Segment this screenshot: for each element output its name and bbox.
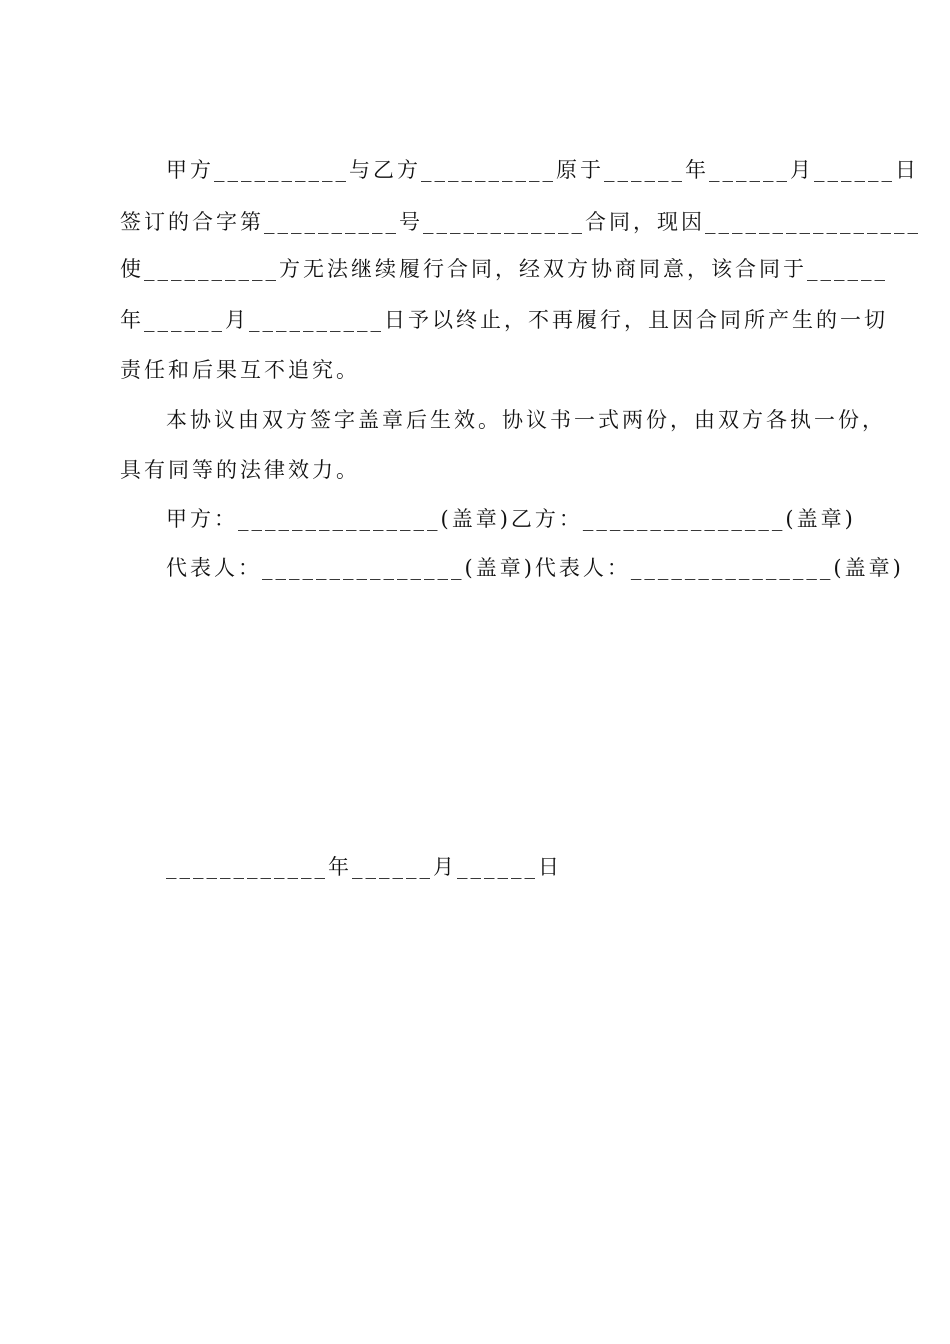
paragraph-2-line-1: 本协议由双方签字盖章后生效。协议书一式两份，由双方各执一份， (166, 408, 886, 432)
paragraph-1-line-1: 甲方__________与乙方__________原于______年______月______日 (166, 158, 919, 182)
signature-party-line: 甲方：_______________(盖章)乙方：_______________(盖章) (166, 507, 856, 531)
date-line: ____________年______月______日 (166, 855, 562, 879)
signature-representative-line: 代表人：_______________(盖章)代表人：_______________(盖章) (166, 556, 904, 580)
paragraph-1-line-3: 使__________方无法继续履行合同，经双方协商同意，该合同于______ (120, 257, 888, 281)
paragraph-1-line-5: 责任和后果互不追究。 (120, 358, 360, 382)
paragraph-2-line-2: 具有同等的法律效力。 (120, 458, 360, 482)
paragraph-1-line-4: 年______月__________日予以终止，不再履行，且因合同所产生的一切 (120, 308, 888, 332)
paragraph-1-line-2: 签订的合字第__________号____________合同，现因________________ (120, 210, 921, 234)
